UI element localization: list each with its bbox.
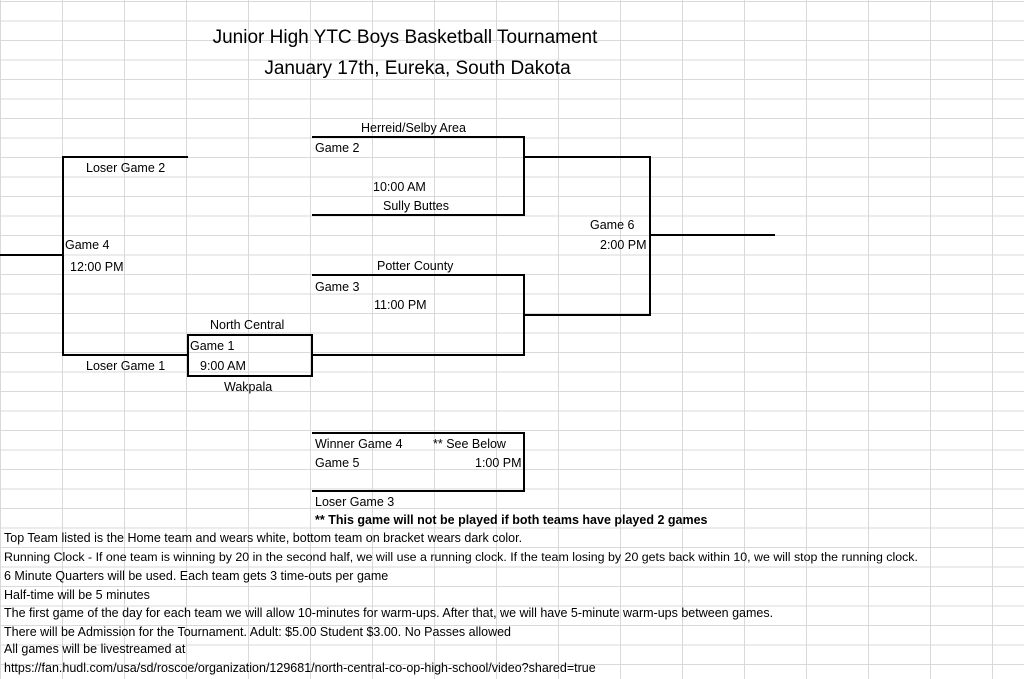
rule-livestream: All games will be livestreamed at (4, 642, 186, 656)
game4-top-line (62, 156, 188, 158)
rule-halftime: Half-time will be 5 minutes (4, 588, 150, 602)
game2-bottom-team: Sully Buttes (383, 199, 450, 213)
game1-bottom-line (187, 375, 313, 377)
game2-time: 10:00 AM (373, 180, 426, 194)
game1-label: Game 1 (190, 339, 235, 353)
game3-label: Game 3 (315, 280, 360, 294)
rule-admission: There will be Admission for the Tournament. Adult: $5.00 Student $3.00. No Passes allowed (4, 625, 512, 639)
game2-output-line (523, 156, 651, 158)
game1-right-line (311, 334, 313, 376)
game2-label: Game 2 (315, 141, 360, 155)
game4-label: Game 4 (65, 238, 110, 252)
game5-note: ** See Below (433, 437, 506, 451)
game4-bottom-team: Loser Game 1 (86, 359, 166, 373)
game3-top-line (312, 274, 525, 276)
game5-footnote: ** This game will not be played if both teams have played 2 games (315, 513, 708, 527)
game2-top-line (312, 136, 525, 138)
rule-warmups: The first game of the day for each team we will allow 10-minutes for warm-ups. After that, we will have 5-minute warm-ups between games. (4, 606, 774, 620)
rule-running-clock: Running Clock - If one team is winning by 20 in the second half, we will use a running clock. If the team losing by 20 gets back within 10, we will stop the running clock. (4, 550, 918, 564)
game4-left-line (62, 156, 64, 356)
game4-time: 12:00 PM (70, 260, 124, 274)
game5-right-line (523, 432, 525, 492)
game6-output-line (649, 234, 775, 236)
game5-bottom-team: Loser Game 3 (315, 495, 395, 509)
game1-top-team: North Central (210, 318, 285, 332)
game3-time: 11:00 PM (374, 298, 427, 312)
rule-home-team: Top Team listed is the Home team and wears white, bottom team on bracket wears dark color. (4, 531, 523, 545)
game4-bottom-line (62, 354, 188, 356)
rule-quarters: 6 Minute Quarters will be used. Each team gets 3 time-outs per game (4, 569, 389, 583)
game1-time: 9:00 AM (200, 359, 246, 373)
game1-bottom-team: Wakpala (224, 380, 273, 394)
tournament-date-location: January 17th, Eureka, South Dakota (264, 58, 571, 79)
game2-right-line (523, 136, 525, 216)
game3-output-line (523, 314, 651, 316)
game3-bottom-line (312, 354, 525, 356)
game5-top-team: Winner Game 4 (315, 437, 403, 451)
game2-bottom-line (312, 214, 525, 216)
game4-output-line (0, 254, 64, 256)
game5-bottom-line (312, 490, 525, 492)
game3-top-team: Potter County (377, 259, 454, 273)
game6-right-line (649, 156, 651, 316)
tournament-title: Junior High YTC Boys Basketball Tournament (212, 27, 598, 48)
game5-label: Game 5 (315, 456, 360, 470)
game1-top-line (187, 334, 313, 336)
game2-top-team: Herreid/Selby Area (361, 121, 466, 135)
game6-time: 2:00 PM (600, 238, 647, 252)
game5-time: 1:00 PM (475, 456, 522, 470)
game6-label: Game 6 (590, 218, 635, 232)
game4-top-team: Loser Game 2 (86, 161, 166, 175)
livestream-link[interactable]: https://fan.hudl.com/usa/sd/roscoe/organization/129681/north-central-co-op-high-school/video?shared=true (4, 661, 596, 675)
game5-top-line (312, 432, 525, 434)
